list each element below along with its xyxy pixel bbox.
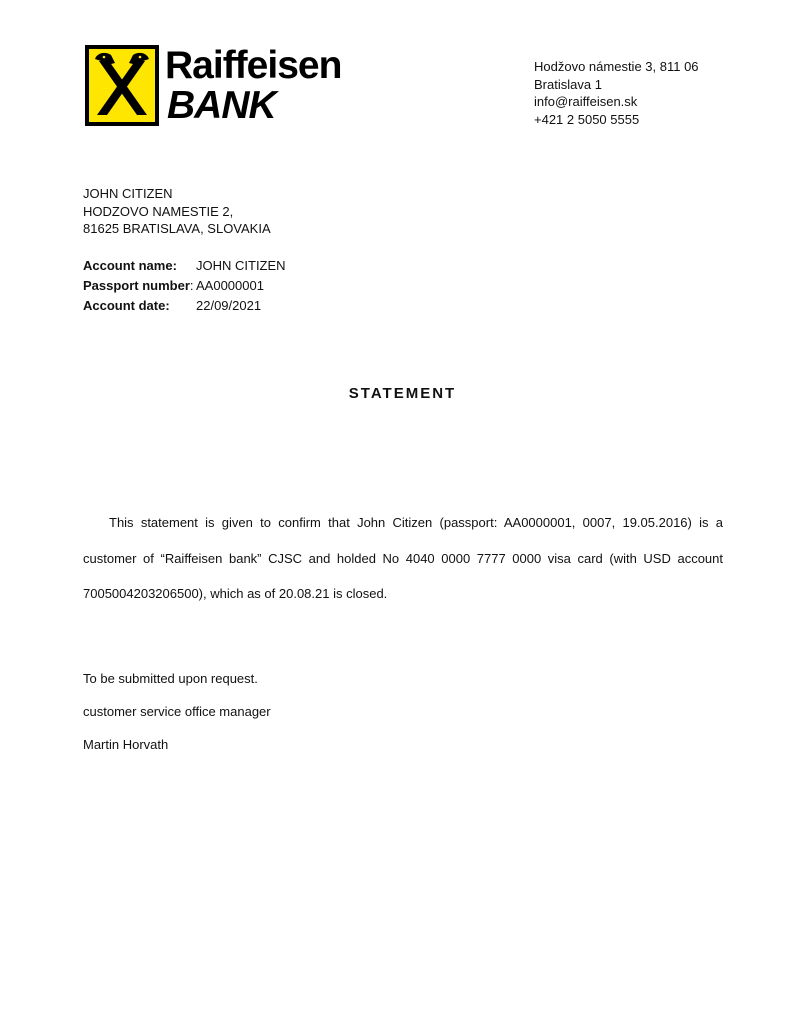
account-date-label: Account date:	[83, 298, 170, 313]
logo-name: Raiffeisen	[165, 44, 342, 87]
raiffeisen-logo-icon	[85, 45, 159, 126]
document-title: STATEMENT	[348, 385, 457, 402]
passport-label: Passport number	[83, 278, 190, 293]
passport-colon: :	[189, 278, 194, 293]
account-name-label: Account name:	[83, 258, 177, 273]
account-date-value: 22/09/2021	[196, 298, 262, 313]
customer-city: 81625 BRATISLAVA, SLOVAKIA	[83, 221, 271, 236]
account-date-row	[83, 296, 262, 316]
bank-phone: +421 2 5050 5555	[534, 111, 640, 127]
bank-address-line: Hodžovo námestie 3, 811 06	[534, 59, 699, 74]
customer-name: JOHN CITIZEN	[83, 186, 173, 201]
customer-street: HODZOVO NAMESTIE 2,	[83, 203, 234, 219]
raiffeisen-logo	[85, 45, 365, 129]
customer-address	[83, 185, 271, 238]
closing-note: To be submitted upon request.	[83, 671, 258, 686]
signatory-name: Martin Horvath	[83, 737, 169, 752]
bank-address	[534, 58, 699, 128]
passport-value: AA0000001	[196, 278, 264, 293]
closing-block	[83, 670, 271, 769]
account-name-row	[83, 256, 286, 276]
bank-email: info@raiffeisen.sk	[534, 94, 638, 109]
statement-body: This statement is given to confirm that John Citizen (passport: AA0000001, 0007, 19.05.2016) is a customer of “Raiffeisen bank” CJSC and holded No 4040 0000 7777 0000 visa card (with USD account 7005004203206500), which as of 20.08.21 is closed.	[83, 515, 723, 601]
account-details	[83, 256, 286, 316]
account-name-value: JOHN CITIZEN	[196, 258, 286, 273]
bank-address-line: Bratislava 1	[534, 76, 602, 92]
passport-row	[83, 276, 264, 296]
signatory-title: customer service office manager	[83, 704, 271, 719]
logo-sub: BANK	[167, 84, 276, 127]
